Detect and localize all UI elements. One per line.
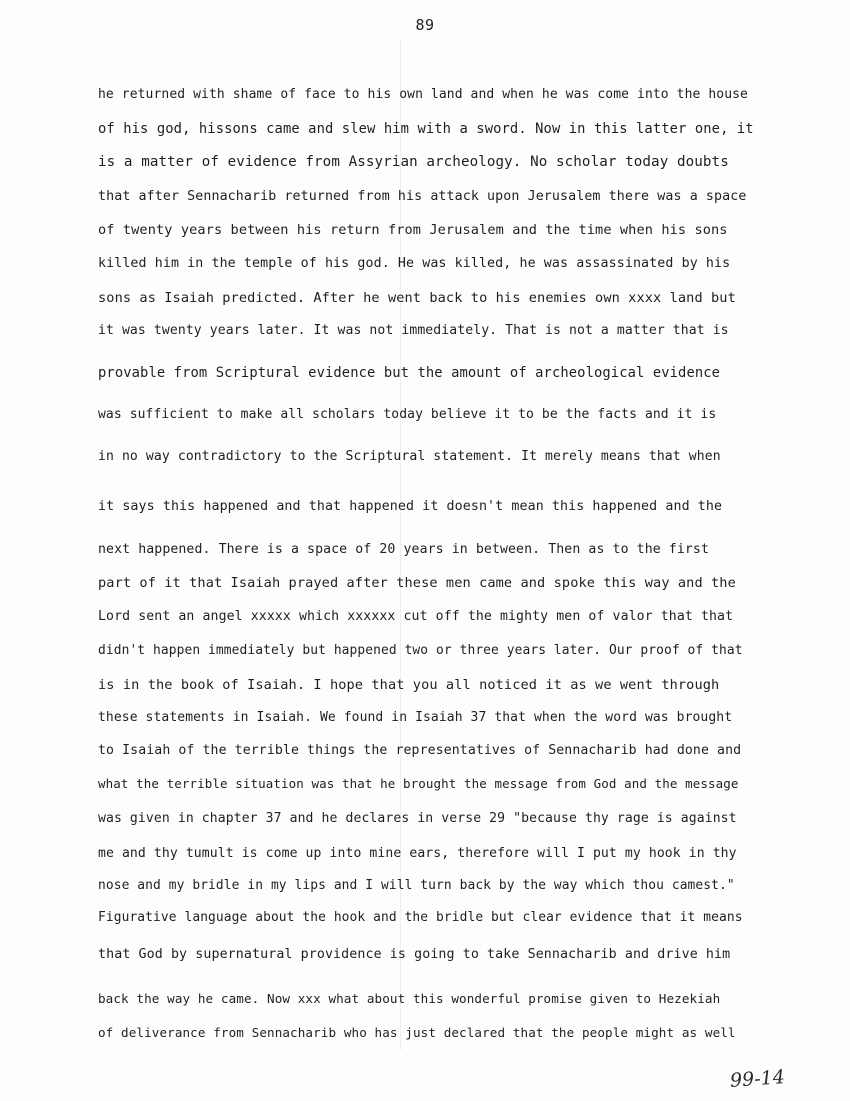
text-line: part of it that Isaiah prayed after these men came and spoke this way and the [98, 575, 736, 591]
text-line: what the terrible situation was that he brought the message from God and the message [98, 776, 739, 791]
text-line: provable from Scriptural evidence but the amount of archeological evidence [98, 365, 721, 381]
text-line: he returned with shame of face to his own land and when he was come into the house [98, 87, 748, 102]
text-line: these statements in Isaiah. We found in Isaiah 37 that when the word was brought [98, 710, 733, 725]
text-line: nose and my bridle in my lips and I will turn back by the way which thou camest." [98, 878, 735, 893]
text-line: back the way he came. Now xxx what about this wonderful promise given to Hezekiah [98, 991, 721, 1006]
text-line: in no way contradictory to the Scriptural statement. It merely means that when [98, 449, 721, 464]
text-line: it says this happened and that happened it doesn't mean this happened and the [98, 499, 723, 514]
text-line: to Isaiah of the terrible things the representatives of Sennacharib had done and [98, 743, 742, 758]
text-line: of deliverance from Sennacharib who has just declared that the people might as well [98, 1025, 736, 1040]
text-line: killed him in the temple of his god. He was killed, he was assassinated by his [98, 256, 731, 271]
text-line: of twenty years between his return from Jerusalem and the time when his sons [98, 222, 728, 238]
text-line: Figurative language about the hook and the bridle but clear evidence that it means [98, 910, 743, 925]
text-line: is in the book of Isaiah. I hope that you all noticed it as we went through [98, 677, 720, 693]
text-line: that after Sennacharib returned from his attack upon Jerusalem there was a space [98, 189, 747, 204]
text-line: didn't happen immediately but happened two or three years later. Our proof of that [98, 643, 743, 658]
text-line: Lord sent an angel xxxxx which xxxxxx cut off the mighty men of valor that that [98, 609, 734, 624]
text-line: is a matter of evidence from Assyrian archeology. No scholar today doubts [98, 154, 729, 170]
text-line: that God by supernatural providence is going to take Sennacharib and drive him [98, 947, 731, 962]
text-line: was given in chapter 37 and he declares in verse 29 "because thy rage is against [98, 811, 737, 826]
text-line: sons as Isaiah predicted. After he went back to his enemies own xxxx land but [98, 290, 736, 306]
text-line: next happened. There is a space of 20 years in between. Then as to the first [98, 542, 710, 557]
text-line: of his god, hissons came and slew him with a sword. Now in this latter one, it [98, 121, 754, 137]
manuscript-number: 99-14 [729, 1066, 786, 1092]
text-line: me and thy tumult is come up into mine ears, therefore will I put my hook in thy [98, 846, 737, 861]
text-line: it was twenty years later. It was not immediately. That is not a matter that is [98, 323, 729, 338]
page-number: 89 [415, 16, 435, 34]
text-line: was sufficient to make all scholars today believe it to be the facts and it is [98, 407, 717, 422]
